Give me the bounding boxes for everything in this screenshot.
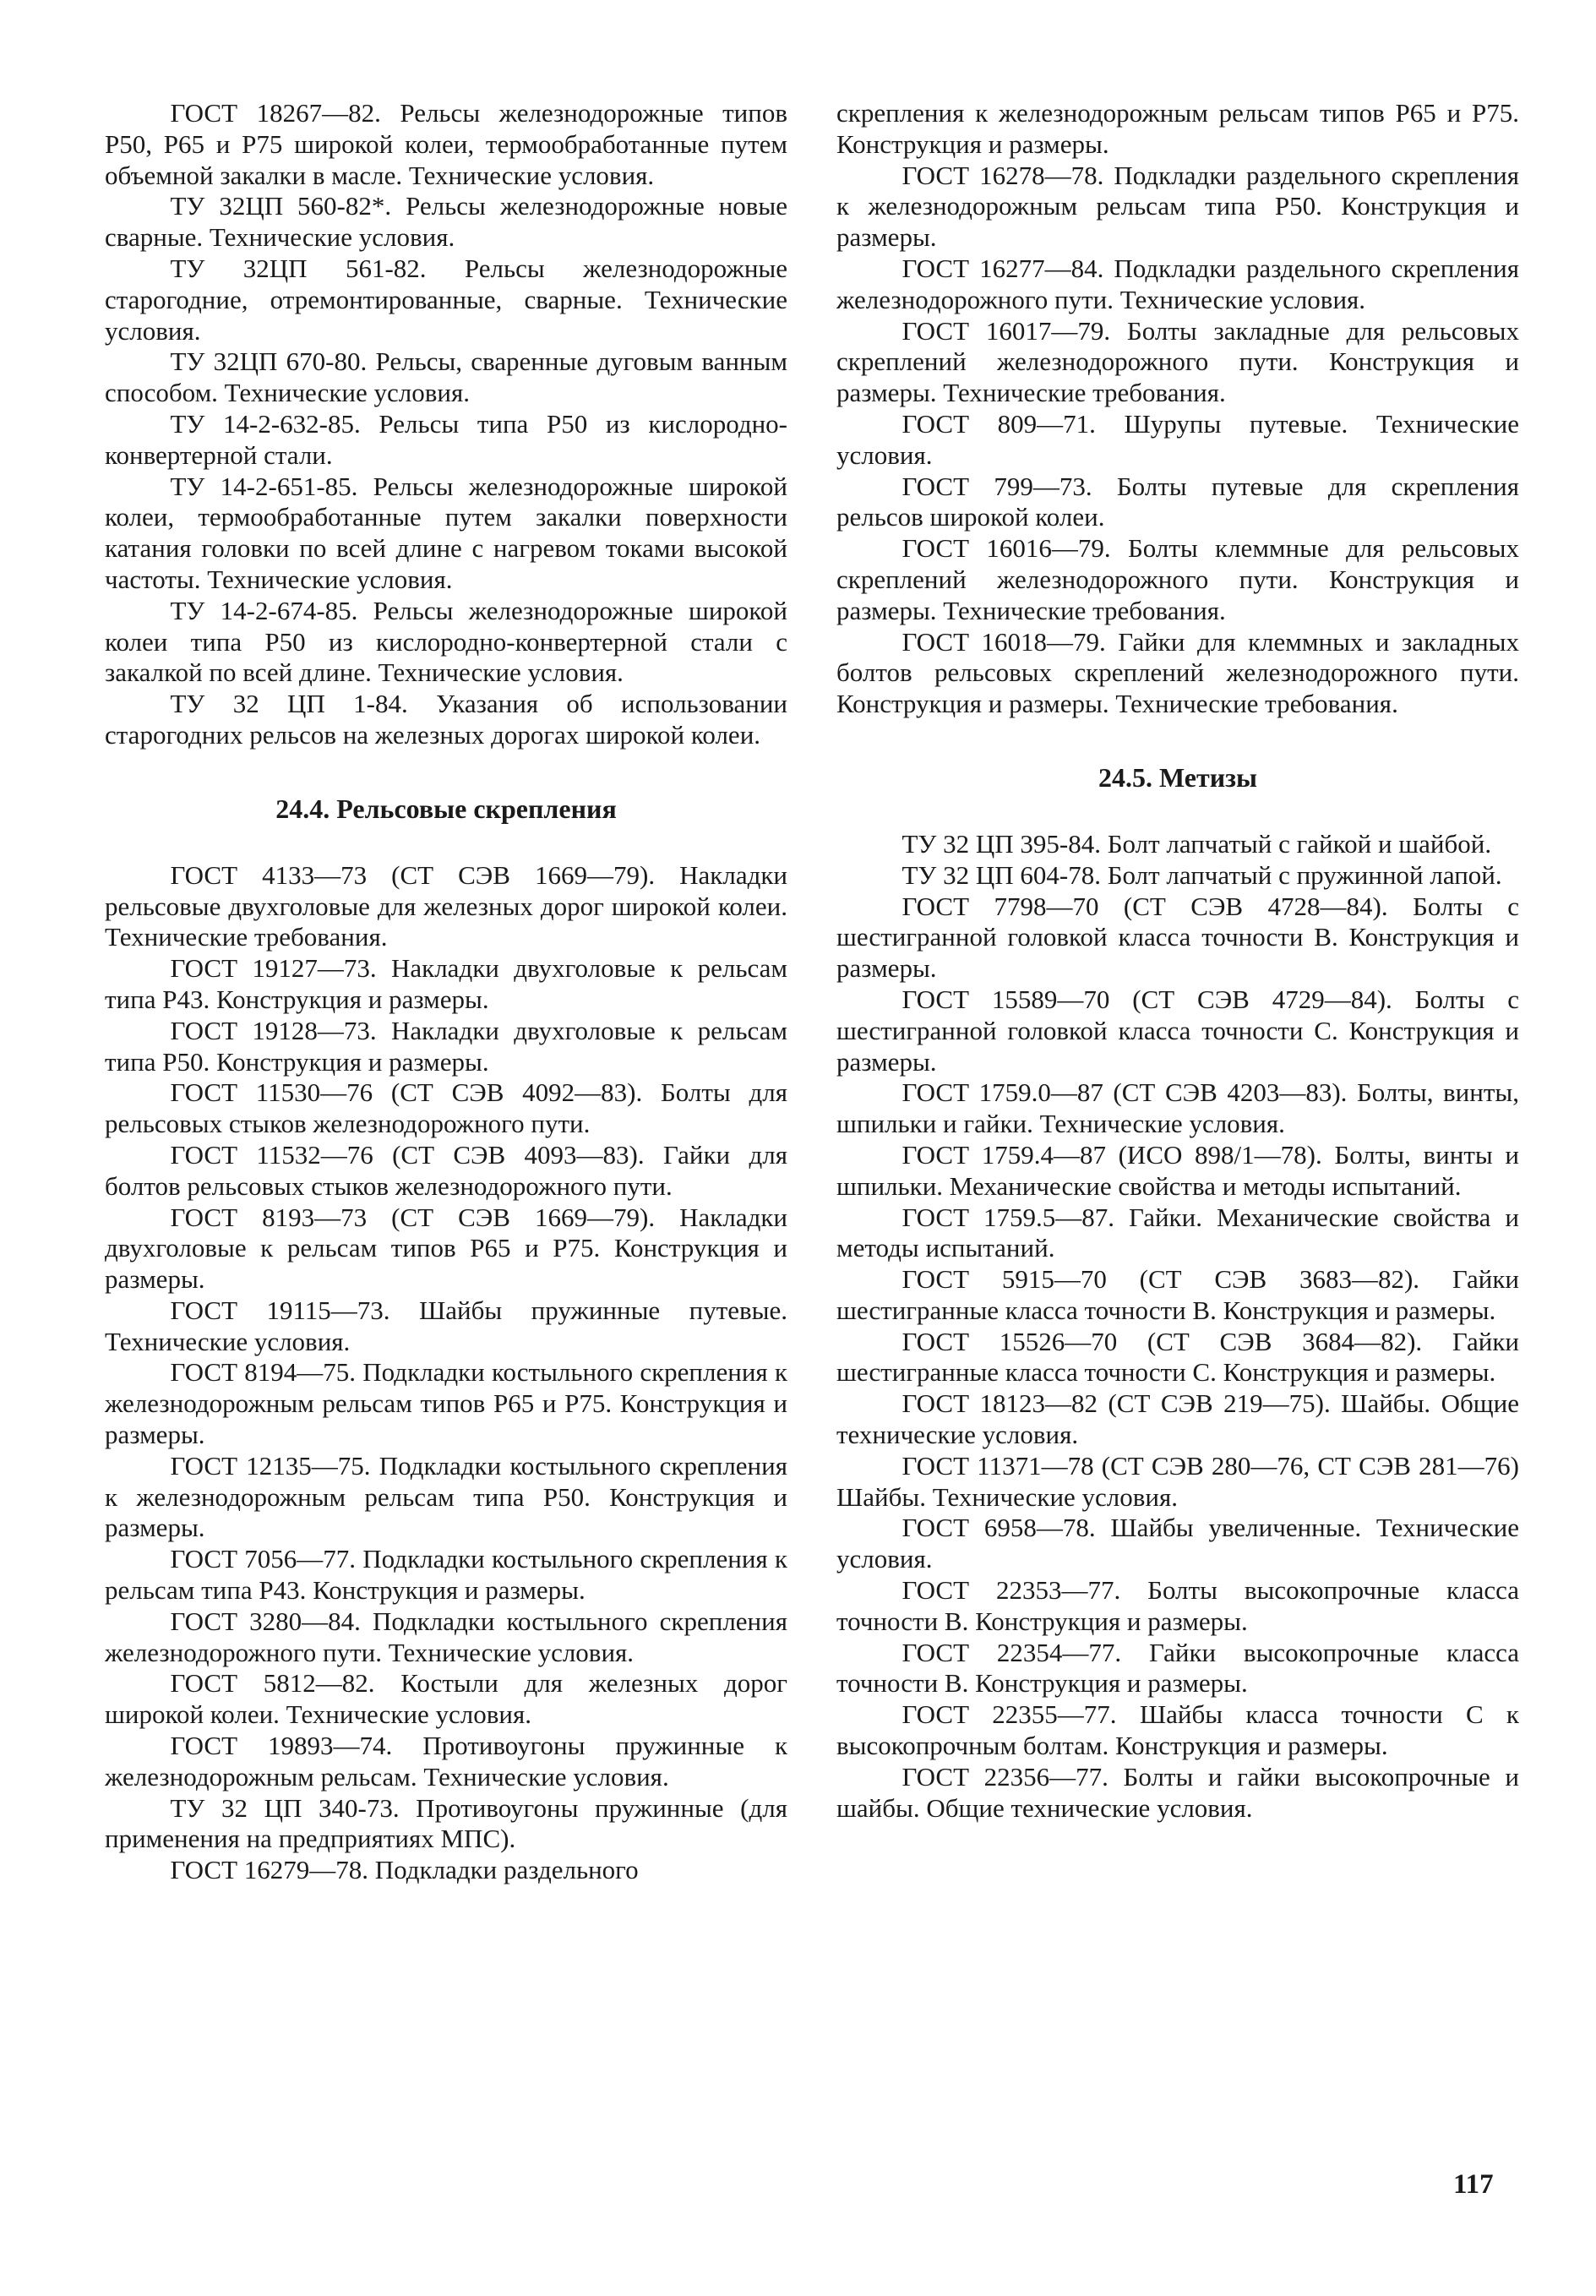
standard-entry: ТУ 32 ЦП 1-84. Указания об использовании старогодних рельсов на железных дорогах широкой колеи.: [105, 689, 787, 750]
standard-entry: ГОСТ 15589—70 (СТ СЭВ 4729—84). Болты с шестигранной головкой класса точности С. Конструкция и размеры.: [836, 984, 1519, 1077]
standard-entry: ГОСТ 19127—73. Накладки двухголовые к рельсам типа Р43. Конструкция и размеры.: [105, 953, 787, 1014]
standard-entry: ГОСТ 16018—79. Гайки для клеммных и закладных болтов рельсовых скреплений железнодорожного пути. Конструкция и размеры. Технические требования.: [836, 626, 1519, 719]
standard-entry: ГОСТ 809—71. Шурупы путевые. Технические условия.: [836, 408, 1519, 470]
standard-entry: ГОСТ 22356—77. Болты и гайки высокопрочные и шайбы. Общие технические условия.: [836, 1761, 1519, 1823]
standard-entry: ГОСТ 18123—82 (СТ СЭВ 219—75). Шайбы. Общие технические условия.: [836, 1388, 1519, 1450]
standard-entry: ГОСТ 11530—76 (СТ СЭВ 4092—83). Болты для рельсовых стыков железнодорожного пути.: [105, 1077, 787, 1139]
standard-entry: ГОСТ 11532—76 (СТ СЭВ 4093—83). Гайки для болтов рельсовых стыков железнодорожного пути.: [105, 1139, 787, 1201]
standard-entry: ГОСТ 16279—78. Подкладки раздельного: [170, 1855, 639, 1885]
standard-entry: ГОСТ 22353—77. Болты высокопрочные класса точности В. Конструкция и размеры.: [836, 1575, 1519, 1636]
standard-entry: ГОСТ 4133—73 (СТ СЭВ 1669—79). Накладки рельсовые двухголовые для железных дорог широкой колеи. Технические требования.: [105, 859, 787, 952]
standard-entry: ГОСТ 7798—70 (СТ СЭВ 4728—84). Болты с шестигранной головкой класса точности В. Конструкция и размеры.: [836, 891, 1519, 984]
standard-entry: ГОСТ 6958—78. Шайбы увеличенные. Технические условия.: [836, 1513, 1519, 1574]
standard-entry: ГОСТ 12135—75. Подкладки костыльного скрепления к железнодорожным рельсам типа Р50. Конструкция и размеры.: [105, 1450, 787, 1543]
standard-entry: ТУ 14-2-674-85. Рельсы железнодорожные широкой колеи типа Р50 из кислородно-конвертерной стали с закалкой по всей длине. Технические условия.: [105, 595, 787, 688]
left-column: [105, 98, 787, 1886]
standard-entry: ГОСТ 15526—70 (СТ СЭВ 3684—82). Гайки шестигранные класса точности С. Конструкция и размеры.: [836, 1326, 1519, 1388]
standard-entry: ГОСТ 8193—73 (СТ СЭВ 1669—79). Накладки двухголовые к рельсам типов Р65 и Р75. Конструкция и размеры.: [105, 1202, 787, 1295]
standard-entry: ГОСТ 22354—77. Гайки высокопрочные класса точности В. Конструкция и размеры.: [836, 1637, 1519, 1699]
standard-entry: ГОСТ 16016—79. Болты клеммные для рельсовых скреплений железнодорожного пути. Конструкция и размеры. Технические требования.: [836, 533, 1519, 625]
standard-entry: ГОСТ 1759.0—87 (СТ СЭВ 4203—83). Болты, винты, шпильки и гайки. Технические условия.: [836, 1077, 1519, 1139]
standard-entry: ГОСТ 5915—70 (СТ СЭВ 3683—82). Гайки шестигранные класса точности В. Конструкция и размеры.: [836, 1264, 1519, 1325]
standard-entry: ГОСТ 16277—84. Подкладки раздельного скрепления железнодорожного пути. Технические условия.: [836, 253, 1519, 314]
standard-entry: ТУ 14-2-651-85. Рельсы железнодорожные широкой колеи, термообработанные путем закалки поверхности катания головки по всей длине с нагревом токами высокой частоты. Технические условия.: [105, 471, 787, 594]
standard-entry: ГОСТ 22355—77. Шайбы класса точности С к высокопрочным болтам. Конструкция и размеры.: [836, 1699, 1519, 1761]
section-heading-rail-fastenings: 24.4. Рельсовые скрепления: [275, 793, 617, 824]
standard-entry: ГОСТ 11371—78 (СТ СЭВ 280—76, СТ СЭВ 281—76) Шайбы. Технические условия.: [836, 1450, 1519, 1512]
standard-entry: ГОСТ 1759.4—87 (ИСО 898/1—78). Болты, винты и шпильки. Механические свойства и методы испытаний.: [836, 1139, 1519, 1201]
right-column: [836, 98, 1519, 1824]
standard-entry: ГОСТ 16278—78. Подкладки раздельного скрепления к железнодорожным рельсам типа Р50. Конструкция и размеры.: [836, 160, 1519, 253]
standard-entry: ГОСТ 19115—73. Шайбы пружинные путевые. Технические условия.: [105, 1295, 787, 1356]
standard-entry: ГОСТ 799—73. Болты путевые для скрепления рельсов широкой колеи.: [836, 471, 1519, 532]
standard-entry: ТУ 14-2-632-85. Рельсы типа Р50 из кислородно-конвертерной стали.: [105, 408, 787, 470]
standard-entry: ТУ 32 ЦП 604-78. Болт лапчатый с пружинной лапой.: [901, 859, 1502, 890]
standard-entry: ГОСТ 1759.5—87. Гайки. Механические свойства и методы испытаний.: [836, 1202, 1519, 1263]
continued-entry: скрепления к железнодорожным рельсам типов Р65 и Р75. Конструкция и размеры.: [836, 98, 1519, 159]
standard-entry: ГОСТ 18267—82. Рельсы железнодорожные типов Р50, Р65 и Р75 широкой колеи, термообработанные путем объемной закалки в масле. Технические условия.: [105, 98, 787, 190]
standard-entry: ТУ 32ЦП 561-82. Рельсы железнодорожные старогодние, отремонтированные, сварные. Технические условия.: [105, 253, 787, 346]
standard-entry: ТУ 32ЦП 670-80. Рельсы, сваренные дуговым ванным способом. Технические условия.: [105, 346, 787, 408]
standard-entry: ТУ 32 ЦП 395-84. Болт лапчатый с гайкой и шайбой.: [901, 828, 1492, 859]
standard-entry: ГОСТ 8194—75. Подкладки костыльного скрепления к железнодорожным рельсам типов Р65 и Р75. Конструкция и размеры.: [105, 1357, 787, 1450]
standard-entry: ГОСТ 5812—82. Костыли для железных дорог широкой колеи. Технические условия.: [105, 1668, 787, 1730]
standard-entry: ГОСТ 19128—73. Накладки двухголовые к рельсам типа Р50. Конструкция и размеры.: [105, 1015, 787, 1077]
standard-entry: ГОСТ 3280—84. Подкладки костыльного скрепления железнодорожного пути. Технические условия.: [105, 1606, 787, 1667]
page-number: 117: [1453, 2169, 1494, 2200]
standard-entry: ГОСТ 16017—79. Болты закладные для рельсовых скреплений железнодорожного пути. Конструкция и размеры. Технические требования.: [836, 315, 1519, 408]
section-heading-hardware: 24.5. Метизы: [1098, 761, 1257, 793]
standard-entry: ТУ 32ЦП 560-82*. Рельсы железнодорожные новые сварные. Технические условия.: [105, 191, 787, 253]
standard-entry: ТУ 32 ЦП 340-73. Противоугоны пружинные (для применения на предприятиях МПС).: [105, 1792, 787, 1854]
standard-entry: ГОСТ 19893—74. Противоугоны пружинные к железнодорожным рельсам. Технические условия.: [105, 1731, 787, 1792]
standard-entry: ГОСТ 7056—77. Подкладки костыльного скрепления к рельсам типа Р43. Конструкция и размеры.: [105, 1544, 787, 1606]
